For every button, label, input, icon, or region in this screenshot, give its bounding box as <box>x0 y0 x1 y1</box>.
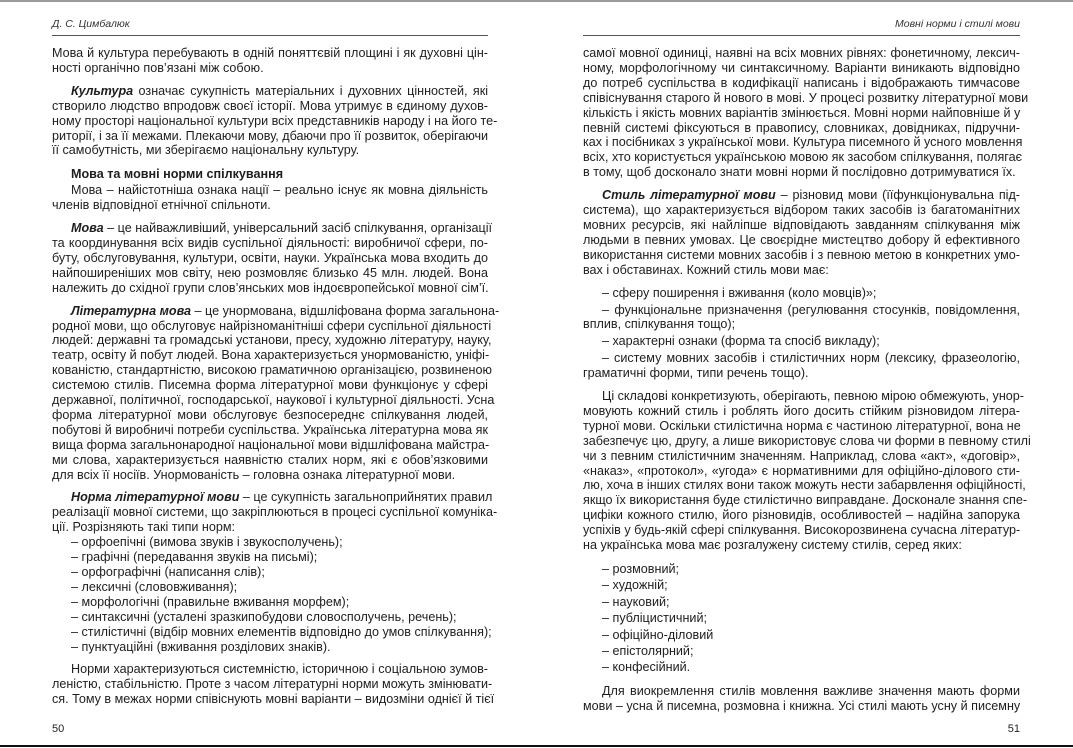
text-line <box>52 61 488 76</box>
text-line <box>583 218 1020 233</box>
line-text: ції. Розрізняють такі типи норм: <box>52 520 236 535</box>
defined-term: Культура <box>71 83 134 98</box>
list-item <box>583 334 1020 349</box>
header-rule <box>52 35 488 36</box>
list-item <box>52 580 488 595</box>
line-text: буту, обслуговування, культури, освіти, науки. Українська мова входить до <box>52 250 488 265</box>
text-line <box>583 389 1024 404</box>
text-line <box>52 318 492 334</box>
line-text: – це найважливіший, універсальний засіб спілкування, організації <box>103 221 493 236</box>
list-item-line: – науковий; <box>602 594 670 609</box>
line-text: всіх, хто користується українською мовою як засобом спілкування, полягає <box>583 150 1023 165</box>
line-text: ся. Тому в межах норми співіснують мовні варіанти – видозміни однієї й тієї <box>52 692 495 707</box>
line-text: Ці складові конкретизують, оберігають, певною мірою обмежують, унор- <box>602 389 1024 404</box>
section-heading: Мова та мовні норми спілкування <box>71 167 284 182</box>
line-text: Для виокремлення стилів мовлення важливе значення мають форми <box>602 683 1020 698</box>
list-item <box>52 565 488 580</box>
line-text: ному просторі національної культури всіх представників народу і на його те- <box>52 113 498 128</box>
list-item-line: – лексичні (слововживання); <box>71 579 238 594</box>
text-line <box>583 684 1020 699</box>
page-body <box>52 46 500 707</box>
list-item-line: – функціональне призначення (регулювання стосунків, повідомлення, <box>602 302 1020 317</box>
list-item-line: – орфографічні (написання слів); <box>71 565 265 579</box>
defined-term: Літературна мова <box>71 303 192 318</box>
paragraph <box>52 490 498 535</box>
text-line <box>583 90 1029 106</box>
list-item <box>583 303 1020 333</box>
list-item <box>583 286 1020 301</box>
text-line <box>583 263 1020 278</box>
line-text: людьми в певних умовах. Це своєрідне мистецтво добору й ефективного <box>583 232 1020 247</box>
text-line <box>583 404 1020 419</box>
text-line <box>52 113 498 129</box>
line-text: Мова – найістотніша ознака нації – реально існує як мовна діяльність <box>71 183 488 198</box>
text-line <box>52 221 493 236</box>
page-number: 51 <box>1007 723 1020 735</box>
line-text: якщо їх використання буде стилістично виправдане. Досконале знання спе- <box>583 493 1028 508</box>
text-line <box>583 464 1020 479</box>
line-text: для всіх її носіїв. Унормованість – головна ознака літературної мови. <box>52 467 456 482</box>
running-head-author: Д. С. Цимбалюк <box>52 18 130 30</box>
line-text: кількість і якість мовних варіантів змінюється. Мовні норми найповніше й у <box>583 105 1021 120</box>
header-rule <box>583 35 1020 36</box>
line-text: системою стилів. Писемна форма літературної мови функціонує у сфері <box>52 378 488 393</box>
text-line <box>583 523 1020 538</box>
line-text: театр, освіту й побут людей. Вона характеризується унормованістю, уніфі- <box>52 348 490 363</box>
defined-term: Мова <box>71 221 104 236</box>
text-line <box>52 236 488 251</box>
text-line <box>583 478 1026 493</box>
list-item-line: – стилістичні (відбір мовних елементів відповідно до умов спілкування); <box>71 624 492 639</box>
list-item <box>52 640 488 655</box>
line-text: та координування всіх видів суспільної діяльності: виробничої сфери, по- <box>52 235 488 250</box>
bottom-border <box>0 745 1073 747</box>
text-line <box>583 538 1020 553</box>
list-item <box>583 627 1020 643</box>
page-body <box>583 46 1031 714</box>
line-text: успіхів у будь-якій сфері спілкування. Високорозвинена сучасна літератур- <box>583 523 1021 538</box>
right-page <box>583 0 1031 748</box>
list-item-line: граматичні форми, типи речень тощо). <box>583 366 809 381</box>
defined-term: Стиль літературної мови <box>602 188 776 203</box>
paragraph <box>52 83 498 159</box>
line-text: турної мови. Оскільки стилістична норма є частиною літературної, вона не <box>583 418 1021 433</box>
list-item <box>583 561 1020 577</box>
list-item-line: – розмовний; <box>602 562 680 576</box>
line-text: «наказ», «протокол», «угода» є нормативними для офіційно-ділового сти- <box>583 463 1020 478</box>
line-text: державної, політичної, господарської, наукової і культурної діяльності. Усна <box>52 393 495 408</box>
line-text: мовних ресурсів, які найліпше відповідають завданням спілкування між <box>583 217 1020 232</box>
line-text: Мова й культура перебувають в одній поняттєвій площині і як духовні цін- <box>52 46 488 60</box>
line-text: членів відповідної етнічної спільноти. <box>52 198 271 213</box>
line-text: ності органічно пов’язані між собою. <box>52 60 264 75</box>
line-text: леністю, стабільністю. Проте з часом літературні норми можуть змінювати- <box>52 677 493 692</box>
line-text: вах і обставинах. Кожний стиль мови має: <box>583 262 829 277</box>
line-text: використання системи мовних засобів і з певною метою в конкретних умо- <box>583 247 1020 262</box>
paragraph <box>583 46 1029 180</box>
line-text: належить до східної групи слов’янських мов індоєвропейської мовної сім’ї. <box>52 280 489 295</box>
line-text: певній системі фіксуються в правопису, словниках, довідниках, підручни- <box>583 120 1020 135</box>
text-line <box>52 84 488 99</box>
list-item-line: – офіційно-діловий <box>602 627 714 642</box>
line-text: забезпечує цю, другу, а лише використовує слова чи форми в певному стилі <box>583 433 1031 448</box>
paragraph <box>52 46 488 76</box>
list-item-line: – епістолярний; <box>602 644 694 659</box>
line-text: реалізації мовної системи, що закріплюються в процесі суспільної комуніка- <box>52 505 498 520</box>
line-text: – різновид мови (їїфункціонувальна під- <box>775 188 1020 203</box>
text-line <box>52 393 495 408</box>
paragraph <box>52 303 500 483</box>
text-line <box>52 198 488 213</box>
list-item-line: – морфологічні (правильне вживання морфем); <box>71 594 350 609</box>
list-item <box>52 535 488 550</box>
text-line <box>52 468 488 483</box>
text-line <box>583 135 1023 150</box>
line-text: цифіки кожного стилю, його різновидів, особливостей – надійна запорука <box>583 508 1020 523</box>
paragraph <box>583 684 1020 714</box>
line-text: ми слова, характеризується наявністю сталих норм, які є обов’язковими <box>52 452 488 467</box>
left-page <box>52 0 500 748</box>
list-item-line: – конфесійний. <box>602 660 691 675</box>
text-line <box>52 348 488 363</box>
text-line <box>583 248 1020 263</box>
text-line <box>52 505 498 520</box>
text-line <box>52 378 488 393</box>
text-line <box>52 303 500 319</box>
text-line <box>52 99 488 114</box>
line-text: родної мови, що обслуговує найрізноманітніші сфери суспільної діяльності <box>52 318 492 333</box>
list-item <box>583 577 1020 593</box>
text-line <box>583 493 1028 508</box>
bullet-list <box>583 286 1020 381</box>
text-line <box>583 46 1020 61</box>
paragraph <box>52 183 488 213</box>
text-line <box>52 363 492 378</box>
line-text: вища форма загальнонародної національної мови відшліфована майстра- <box>52 437 490 452</box>
line-text: форма літературної мови обслуговує безпосереднє спілкування людей, <box>52 407 488 422</box>
text-line <box>52 453 488 468</box>
defined-term: Норма літературної мови <box>71 490 240 505</box>
list-item-line: – публіцистичний; <box>602 611 707 626</box>
text-line <box>583 61 1020 76</box>
text-line <box>52 129 488 144</box>
text-line <box>52 46 488 61</box>
line-text: ному, морфологічному чи синтаксичному. Варіанти виникають відповідно <box>583 60 1020 75</box>
line-text: система), що характеризується відбором таких засобів із багатоманітних <box>583 203 1020 218</box>
text-line <box>52 677 493 692</box>
text-line <box>52 423 488 438</box>
line-text: співіснування старого й нового в мові. У процесі розвитку літературної мови <box>583 90 1029 105</box>
line-text: лю, хоча в інших стилях вони також можуть нести забарвлення офіційності, <box>583 478 1026 493</box>
list-item <box>583 659 1020 675</box>
line-text: Норми характеризуються системністю, історичною і соціальною зумов- <box>71 662 488 677</box>
line-text: найпоширеніших мов світу, нею розмовляє близько 45 млн. людей. Вона <box>52 265 488 280</box>
text-line <box>52 662 488 677</box>
text-line <box>583 508 1020 523</box>
text-line <box>52 408 488 423</box>
line-text: побутові й виробничі потреби суспільства. Українська літературна мова як <box>52 422 488 437</box>
list-item <box>583 643 1020 659</box>
list-item <box>52 610 488 625</box>
line-text: кованістю, стандартністю, високою граматичною організацією, розвиненою <box>52 363 492 378</box>
text-line <box>583 121 1020 136</box>
line-text: до потреб суспільства в кодифікації написань і відображають тимчасове <box>583 75 1020 90</box>
line-text: в тому, щоб досконало знати мовні норми й послідовно дотримуватися їх. <box>583 165 1016 180</box>
paragraph <box>583 389 1031 553</box>
text-line <box>583 433 1031 449</box>
list-item-line: – орфоепічні (вимова звуків і звукосполучень); <box>71 535 343 550</box>
list-item <box>52 595 488 610</box>
page-number: 50 <box>52 723 65 735</box>
line-text: – це унормована, відшліфована форма загальнона- <box>191 303 500 318</box>
text-line <box>52 692 495 707</box>
text-line <box>583 699 1020 714</box>
line-text: створило людство впродовж своєї історії. Мова утримує в єдиному духов- <box>52 98 488 113</box>
list-item-line: – графічні (передавання звуків на письмі); <box>71 550 318 565</box>
line-text: людей: державні та громадські установи, пресу, художню літературу, науку, <box>52 333 492 348</box>
list-item <box>583 610 1020 626</box>
list-item-line: – синтаксичні (усталені зразкипобудови словосполучень, речень); <box>71 609 457 624</box>
line-text: її самобутність, ми зберігаємо національну культуру. <box>52 143 360 158</box>
list-item-line: – сферу поширення і вживання (коло мовців)»; <box>602 285 877 300</box>
line-text: ках і посібниках з української мови. Культура писемного й усного мовлення <box>583 135 1023 150</box>
line-text: означає сукупність матеріальних і духовних цінностей, які <box>133 83 488 98</box>
text-line <box>52 438 488 453</box>
text-line <box>52 333 492 348</box>
text-line <box>52 490 493 505</box>
running-head-chapter: Мовні норми і стилі мови <box>894 18 1020 30</box>
text-line <box>583 188 1020 203</box>
paragraph <box>52 221 493 296</box>
line-text: на українська мова має розгалужену систему стилів, серед яких: <box>583 538 962 553</box>
text-line <box>583 76 1020 91</box>
text-line <box>583 233 1020 248</box>
text-line <box>52 143 488 158</box>
bullet-list <box>583 561 1020 676</box>
text-line <box>52 281 488 296</box>
text-line <box>583 150 1023 165</box>
text-line <box>52 266 488 281</box>
text-line <box>583 165 1020 180</box>
text-line <box>583 449 1020 464</box>
paragraph <box>52 662 495 707</box>
list-item <box>52 550 488 565</box>
text-line <box>52 520 488 535</box>
list-item-line: вплив, спілкування тощо); <box>583 317 736 332</box>
text-line <box>583 106 1020 121</box>
line-text: самої мовної одиниці, наявні на всіх мовних рівнях: фонетичному, лексич- <box>583 46 1020 60</box>
paragraph <box>583 188 1020 277</box>
text-line <box>583 203 1020 218</box>
list-item-line: – систему мовних засобів і стилістичних норм (лексику, фразеологію, <box>602 351 1020 366</box>
line-text: чи з певним стилістичним значенням. Наприклад, слова «акт», «договір», <box>583 448 1020 463</box>
text-line <box>52 183 488 198</box>
bullet-list <box>52 535 492 654</box>
line-text: мови – усна й писемна, розмовна і книжна. Усі стилі мають усну й писемну <box>583 698 1021 713</box>
list-item <box>52 624 492 640</box>
list-item-line: – характерні ознаки (форма та спосіб викладу); <box>602 334 880 349</box>
line-text: риторії, і за її межами. Плекаючи мову, дбаючи про її розвиток, оберігаючи <box>52 128 489 143</box>
list-item <box>583 594 1020 610</box>
text-line <box>52 251 488 266</box>
list-item-line: – художній; <box>602 578 668 593</box>
line-text: мовують кожний стиль і роблять його досить стійким різновидом літера- <box>583 403 1020 418</box>
list-item-line: – пунктуаційні (вживання розділових знаків). <box>71 639 331 654</box>
list-item <box>583 351 1020 381</box>
line-text: – це сукупність загальноприйнятих правил <box>239 490 493 505</box>
text-line <box>583 419 1020 434</box>
